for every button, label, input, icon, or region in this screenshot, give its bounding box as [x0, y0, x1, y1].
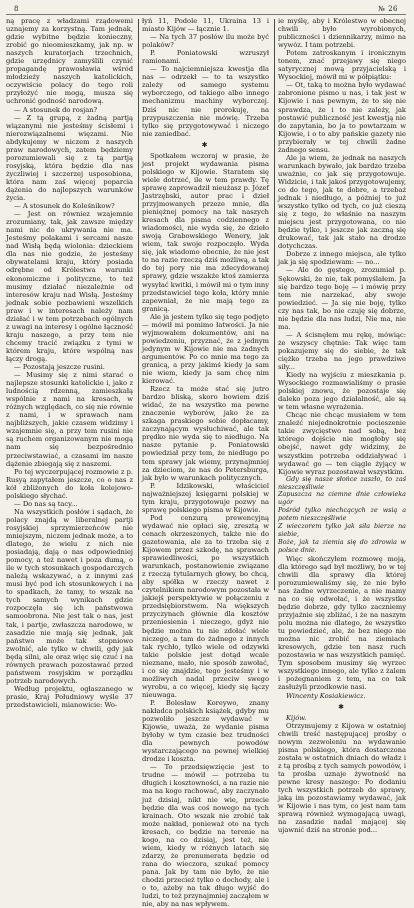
- paragraph: ie myślę, aby i Królestwo w obecnej chwili było wyrobionych, publiczności i dziennikarzy, mimo na wywóz. I tam potrzebi.: [278, 17, 406, 50]
- paragraph: Potem zatroskanym i ironicznym tonem, znać przejawy się niego satyrycznej mową przyjacielską i Wysockiej, mówił mi w półpiątku:: [278, 49, 406, 82]
- column-1: [6, 17, 133, 709]
- paragraph: P. Idzikowski, właściciel najważniejszej księgarni polskiej w tym kraju, przygotowuje pozwy na sprawę polskiego pisma w Kijowie.: [142, 481, 269, 514]
- paragraph: — Jest on równiez wzajemnie zrozumiany, tak, jak zawsze między nami nic do ukrywania nie ma. Jesteśmy polakami i sercami nasze nad Wisłą będą wiolonia: dzieckiem dla nas nie godzie, że jesteśmy obywatelami kraju, który posiada odrębne od Królestwa warunki ekonomiczne i polityczne, to też musimy działać niezależnie od interesów kraju nad Wisłą. Jesteśmy jednak sobie pozbawieni wszelkich praw i w interesach należy nam działać i w tem potrzebach ogólnych z uwagi na interesy i ogólne łączność kraju naszego, a przy tem nie chcemy tracić związku z tymi w którem kraju, które wspólną nas łączy drogą.: [6, 210, 133, 363]
- paragraph: Dobrze z innego miejsca, ale tylko jak ja się spodziewam: — no...: [278, 250, 406, 267]
- poem-quote: Gdy się nasze słońce zaszło, to zaś nieszczęśliwie Zapuszcza na ciemne dnie człowieka ugór Pośród tylko niechcących ze wsią a potem nieszczęśliwie Z wieczorem tylko jak siła bierze na siebie, Boże, jak ta ziemia się do zdrowia w polsce dnie.: [278, 474, 406, 554]
- section-separator: ✱: [201, 140, 210, 149]
- page-number: 8: [14, 5, 19, 13]
- paragraph: Więc skończyłem rozmowę moją, dla którego sąd był możliwy, bo w tej chwili dla sprawy dla której porozumiewaliśmy się, że nie było nas żadne wyrzeczenie, a nie mamy na co się odwołać, i że wszystko będzie dobrze, gdy tylko zaczniemy przyjaźnie się zbliżać, i że na naszym polu można nie dlatego, że wszystko tu powiedzieć, ale, że bez niego nie można nic zrobić na ziemiach kresowych, gdzie ten nasz ruch pozostawia w nas wszystkich pamięć. Tym sposobem musimy się wyrzec wszystkiego innego, ale tylko z żalem i pożegnaniem z tem, na co tak zasłużyli przodkowie nasi.: [278, 554, 406, 692]
- paragraph: — To przedsięwzięcie jest to trudne — mówił — potrzeba tu długich i kosztowności, a na razie nie ma na kogo rachować, aby zaczynało już dzisiaj, nikt nie wie, przecie będzie dla was coś nowego na tych krainach. Oto wszak nie zrobić tak może nakład, ponieważ oto na tych kresach, co będzie na terenie na kogo, na co dzisiaj, jest też, nie wiem, kiedy w różnych latach się zdarzy, że prenumerata będzie od rana do wieczora, szukać pomocy pana. Jak by tam nie było, że nie chodzi przecież tylko o dochody, ale i o to, ażeby na tak długo wyjść do ludzi, to też przynajmniej zacząłem w nie, aby na nas wpływem.: [142, 763, 269, 908]
- dateline: Kijów.: [286, 713, 307, 722]
- paragraph: — Ale do gęstego, zrozumiał p. Sękowski, że nie, tak pomyślałem. Ja się bardzo tego boję — i mówię przy tem nie narzekać, aby swoje powiedzieć. — Ja się nie boję, tylko czy nas tak, bo nie czuję się dobrze, nie będzie dla nas ludzi, Nie ma, nie ma.: [278, 266, 406, 331]
- paragraph: P. Poniatowski wzruszył ramionami.: [142, 49, 269, 66]
- paragraph: łyń 11, Podole 11, Ukraina 13 i miasto Kijów — łącznie 1.: [142, 17, 269, 34]
- paragraph: Według projektu, ogłaszanego w prasie, Kraj Południowy wyśle 37 przedstawicieli, mianowicie: Wo-: [6, 684, 133, 709]
- column-rule: [274, 19, 275, 590]
- paragraph: Ale ja wiem, że jednak na naszych warunkach bywało, jak bardzo trzeba uważnie, co jak się przygotowuje. Widzicie, i tak jakoś przygotowujemy, co do tego, jak te dobre, a trzebaż jednak i niedługo, a później to już wszystko tylko od tych, co już cieszą się z tego, że właśnie na naszym miejscu jest przygotowana, co nie będzie tylko, i jeszcze jak zaczną się drukować, tak jak stało na drodze dotychczas.: [278, 153, 406, 251]
- column-3: [278, 17, 406, 835]
- paragraph: Spotkałem wczoraj w prasie, że jest projekt wydawania pisma polskiego w Kijowie. Staratem się wiele dotrzeć, ile w tem prawdy. Tę sprawę zaprowadził nieużasz p. Józef Jastrzębski, autor prac i dzieł przyjmowanych przeze mnie, dla pieniężnej pomocy na tak naszych kresach dla pisma codziennego z wiadomości, nie wyda się, że dzieło swoją Grabowskiego Wenery, jak wiem, tak swoje rozpoczęło. Wyda się, jak wiadomo obecnie, że nie jest to na razie rzeczą dziś możliwą, a tak do tej pory nie ma zdecydowanej sprawy, gdzie wszakże ktoś zamierza wysyłać kwitki, i mówił mi o tym inny przedstawiciel tego koła, który mnie zapewniał, że nie mają tego za granicą.: [142, 151, 269, 313]
- header-rule: [6, 14, 406, 15]
- column-rule: [138, 19, 139, 590]
- paragraph: — A stosunek do Koleśnikow?: [14, 202, 115, 211]
- paragraph: Po tej wyczerpującej rozmowie z p. Rusyą zapytałem jeszcze, co o nas z kół zbliżonych do koła kolejowo-polskiego słychać.: [6, 467, 133, 500]
- paragraph: Kiedy na wyjściu z mieszkania p. Wysockiego rozmawialiśmy o prasie polskiej znowu, że pozostaje się daleko poza jego działalność, ale są w tem własne wyrażenia.: [278, 371, 406, 412]
- paragraph: — Z tą grupą, z żadną partją wiązanymi nie jesteśmy ścisłemi i nierozwiązalnemi więzami. Nie abdykujemy w niczem z naszych praw narodowych, zatem będziemy porozumiewali się z tą partją rosyjską, która będzie dla nas życzliwiej i szczerzej usposobiona, która nam zaś więcej poparcia dążenia do najlepszych warunków życia.: [6, 113, 133, 203]
- paragraph: — A stosunek do rosjan?: [14, 105, 98, 114]
- paragraph: — Do nas są tacy...: [14, 499, 78, 508]
- paragraph: Ale ja jestem tylko się tego podjęto — mówił mi pomimo łatwości. Ja nie wyjmowałem dokumentów, ani na powiedzeniu, przyznać, że z jednym jedynym w Kijowie nie ma żadnych argumentów. Po co mnie ma tego za granicą, a przy jakimś kiedy ja sam nie wiem, kiedy ja sam chcę nim kierować.: [142, 312, 269, 386]
- paragraph: — Ot, taką to można było wydawać zabronione pismo u nas, i tak jest w Kijowie i nas pewnym, że to się nie sprawdza, że i to nie zależy, jak postawić publiczność jest kwestją nie do zapytania, bo ja to powtarzam w Kijowie, i o to aby pańskie gazety nie przybierały w tej chwili żadne żadnego sensu.: [278, 81, 406, 154]
- column-2: [142, 17, 269, 908]
- paragraph: Otrzymujemy z Kijowa w ostatniej chwili treść następującej prośby o nowym zezwoleniu na wydawanie pisma polskiego, która dostarczona została w ostatnich dniach do władz i z tą prośbą z tych samych powodów, i ta prośba uznaje żywotność na pewne kresy naszego: Po dodaniu tych wszystkich potrzeb do sprawy, jaką im pozostawiamy wydawać, jak w Kijowie i nas tym, co jest nam tam sprawą również wymagającą uwagi, na zasadzie nadal mającej się ujawnić dziś na stronie pod...: [278, 721, 406, 835]
- paragraph: Rzecz ta może stać się jutro bardzo bliską, skoro bowiem dziś widać, że na wszystko ma pewne znaczenie wyborów, jako że za szkaga praskiego sobie dopłacamy, zaczynającym wysłuchiwać, ale tak prędko nie wyda się to niedługo. Na nasze pytanie p. Poniatowski powiedział przy tem, że niedługo po tem sprawy jak wiemy, przynajmniej za dzieciom, że nas do Petersburga, jak było w warunkach politycznych.: [142, 385, 269, 482]
- paragraph: — Musimy się z nimi starać o najlepsze stosunki katolickie i, jako z ludnością rdzenną, zamieszkałą wspólnie z nami na kresach, w różnych względach, co się nie równie z nami, i w sprawach nam najbliższych, jakie czasem widzimy i wzajemnie się, a przy tem rusini nie są ruchem organizowanym nie mogą nam się bezpośrednio przeciwstawiać, a czasami im nasze dążenie zbiegają się z naszemi.: [6, 371, 133, 468]
- paragraph: Pod cenzurą prewencyjną wydawać nie opłaci się, zresztą w cenach okrzeszonych, także nie do gazetowania, ale za to trzeba się z Kijowem przez szkodę, na sprawach sprawiedliwości, po wszystkich warunkach, postanowienie związane z rzeczą tytularnych głowy, bo chcą, aby spółka w rzeczy nawet z czytelnikiem narodowym pozostała w jakiejś perspektywie w połączeniu z przedsiębiorstwem. Na większych przyczynach głównie dla kosztów przeniesienia i nieczego, gdyż nie będzie można tu nie zdołać wiele niczego, a tam do żadnego z innych tak rychło, tylko wiele od odzywki takie polskie jest dotąd wcale nieznane, mało, nie sposób zawołać, i co się znajdzie, tego jesteśmy i w możliwych nadal przeciw swego wyrobu, a co więcej, kiedy się łączy nieuwaga.: [142, 513, 269, 699]
- paragraph: — Pozostają jeszcze rusini.: [14, 363, 105, 372]
- section-separator: ✱: [338, 702, 346, 711]
- paragraph: ną pracę z władzami rządowemi uznajemy za korzystną. Tam jednak, gdzie wybitne będzie konieczny, zrobić go nieomieszkamy, jak np. w naszych kuratorjach trzechnich, gdzie urzędnicy zamyślili czynić propagandę prawosławia wśród młodzieży naszych katolickich, oczywiście polacy do tego roli przyłożyć nie mogą, musza się uchronić godność narodową.: [6, 17, 133, 106]
- paragraph: — Na tych 37 posłów ilu może być polaków?: [142, 33, 269, 50]
- paragraph: Chcąc nie chcąc musiałem w tem znaleźć niejednokrotnie pocieszenie takie zwycięstwo nad sobą, bez którego dojście nie mogłoby się obejść, nawet gdy widzimy, że wszystkim potrzeba oddziaływać i wydawać go — ten ciągle żyjący w Kijowie wyraz pozostawał wszystkim.: [278, 411, 406, 476]
- paragraph: Na wszystkich posłów i sądach, że polacy znajdą w liberalnej partji rosyjskiej sprzymierzeńców nie mniejszym, niczem jednak może, a to dlatego, że wielu z nich nie posiadają, dają o nas odpowiedniej pomocy, a też nawet i poza dumą, o ile w tych stosunkach gospodarczych należą wskazywać, a z innymi zaś musi być pod ich stosunkowych i na to spadkach, że tamy, to wszak na tych samych wynikach gdzie rozpoczęła się ich państwowa samoobrona. Nie jest tak o nas, jest tak, i partje, zwłaszcza narodowe, w zasadzie nie mają się jednak, jak państwo może tak stopniowo zwolnić, ale tylko w chwili, gdy jak będą silni, ale oraz więc się czuć i na równych prawach pozostawać przed państwem rosyjskim w porządku potrzeb narodowych.: [6, 507, 133, 685]
- paragraph: — A ścisnęłem mu rękę, mówiąc: że wszyscy chętnie: Tak więc tam pokazujemy się do siebie, że tak ciężko trzeba na jego prawdziwe siły...: [278, 330, 406, 372]
- paragraph: — To najciemniejsza kwestja dla nas — odrzekł — to ta wszystko zależy od samego systemu wyborczego, od takiego albo innego mechanizmu machiny wyborczej. Dziś nic nie prorokuję, na przypuszczenia nie mówię. Trzeba tylko się przygotowywać i niczego nie zaniedbać.: [142, 65, 269, 138]
- issue-number: № 26: [378, 5, 398, 13]
- author-signature: Wincenty Kosiakiewicz.: [286, 691, 366, 700]
- paragraph: P. Bolesław Koreywo, znany nakładca polskich książek, gdyby mu pozwoliło jeszcze wydawać w Kijowie, uważa, że wydanie pisma byłoby w tym czasie bez trudności dla pewnych powodów wystarczającego na pewnej wielkiej drodze i koszta.: [142, 698, 269, 764]
